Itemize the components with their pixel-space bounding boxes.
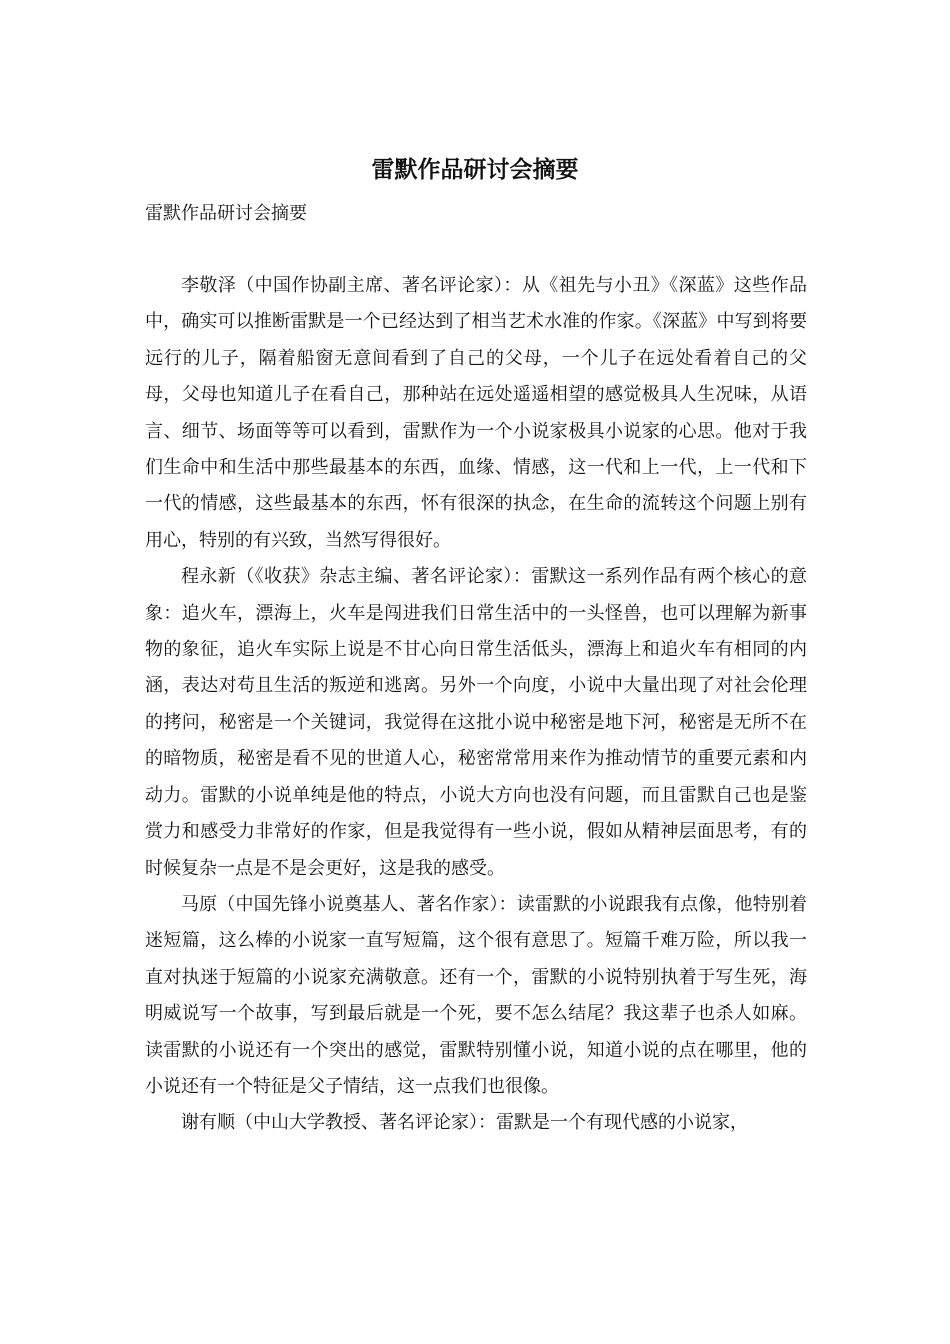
paragraph-li-jingze: 李敬泽（中国作协副主席、著名评论家）：从《祖先与小丑》《深蓝》这些作品中，确实可以推断雷默是一个已经达到了相当艺术水准的作家。《深蓝》中写到将要远行的儿子，隔着船窗无意间看到了自己的父母，一个儿子在远处看着自己的父母，父母也知道儿子在看自己，那种站在远处遥遥相望的感觉极具人生况味，从语言、细节、场面等等可以看到，雷默作为一个小说家极具小说家的心思。他对于我们生命中和生活中那些最基本的东西，血缘、情感，这一代和上一代，上一代和下一代的情感，这些最基本的东西，怀有很深的执念，在生命的流转这个问题上别有用心，特别的有兴致，当然写得很好。: [145, 275, 807, 551]
paragraph-cheng-yongxin: 程永新（《收获》杂志主编、著名评论家）：雷默这一系列作品有两个核心的意象：追火车，漂海上，火车是闯进我们日常生活中的一头怪兽，也可以理解为新事物的象征，追火车实际上说是不甘心向日常生活低头，漂海上和追火车有相同的内涵，表达对苟且生活的叛逆和逃离。另外一个向度，小说中大量出现了对社会伦理的拷问，秘密是一个关键词，我觉得在这批小说中秘密是地下河，秘密是无所不在的暗物质，秘密是看不见的世道人心，秘密常常用来作为推动情节的重要元素和内动力。雷默的小说单纯是他的特点，小说大方向也没有问题，而且雷默自己也是鉴赏力和感受力非常好的作家，但是我觉得有一些小说，假如从精神层面思考，有的时候复杂一点是不是会更好，这是我的感受。: [145, 566, 807, 879]
document-body: [145, 268, 807, 1142]
document-title: 雷默作品研讨会摘要: [371, 156, 579, 183]
document-subtitle: 雷默作品研讨会摘要: [145, 203, 307, 224]
paragraph-xie-youshun: 谢有顺（中山大学教授、著名评论家）：雷默是一个有现代感的小说家，: [181, 1112, 748, 1134]
paragraph-ma-yuan: 马原（中国先锋小说奠基人、著名作家）：读雷默的小说跟我有点像，他特别着迷短篇，这么棒的小说家一直写短篇，这个很有意思了。短篇千难万险，所以我一直对执迷于短篇的小说家充满敬意。还有一个，雷默的小说特别执着于写生死，海明威说写一个故事，写到最后就是一个死，要不怎么结尾？我这辈子也杀人如麻。读雷默的小说还有一个突出的感觉，雷默特别懂小说，知道小说的点在哪里，他的小说还有一个特征是父子情结，这一点我们也很像。: [145, 893, 807, 1097]
